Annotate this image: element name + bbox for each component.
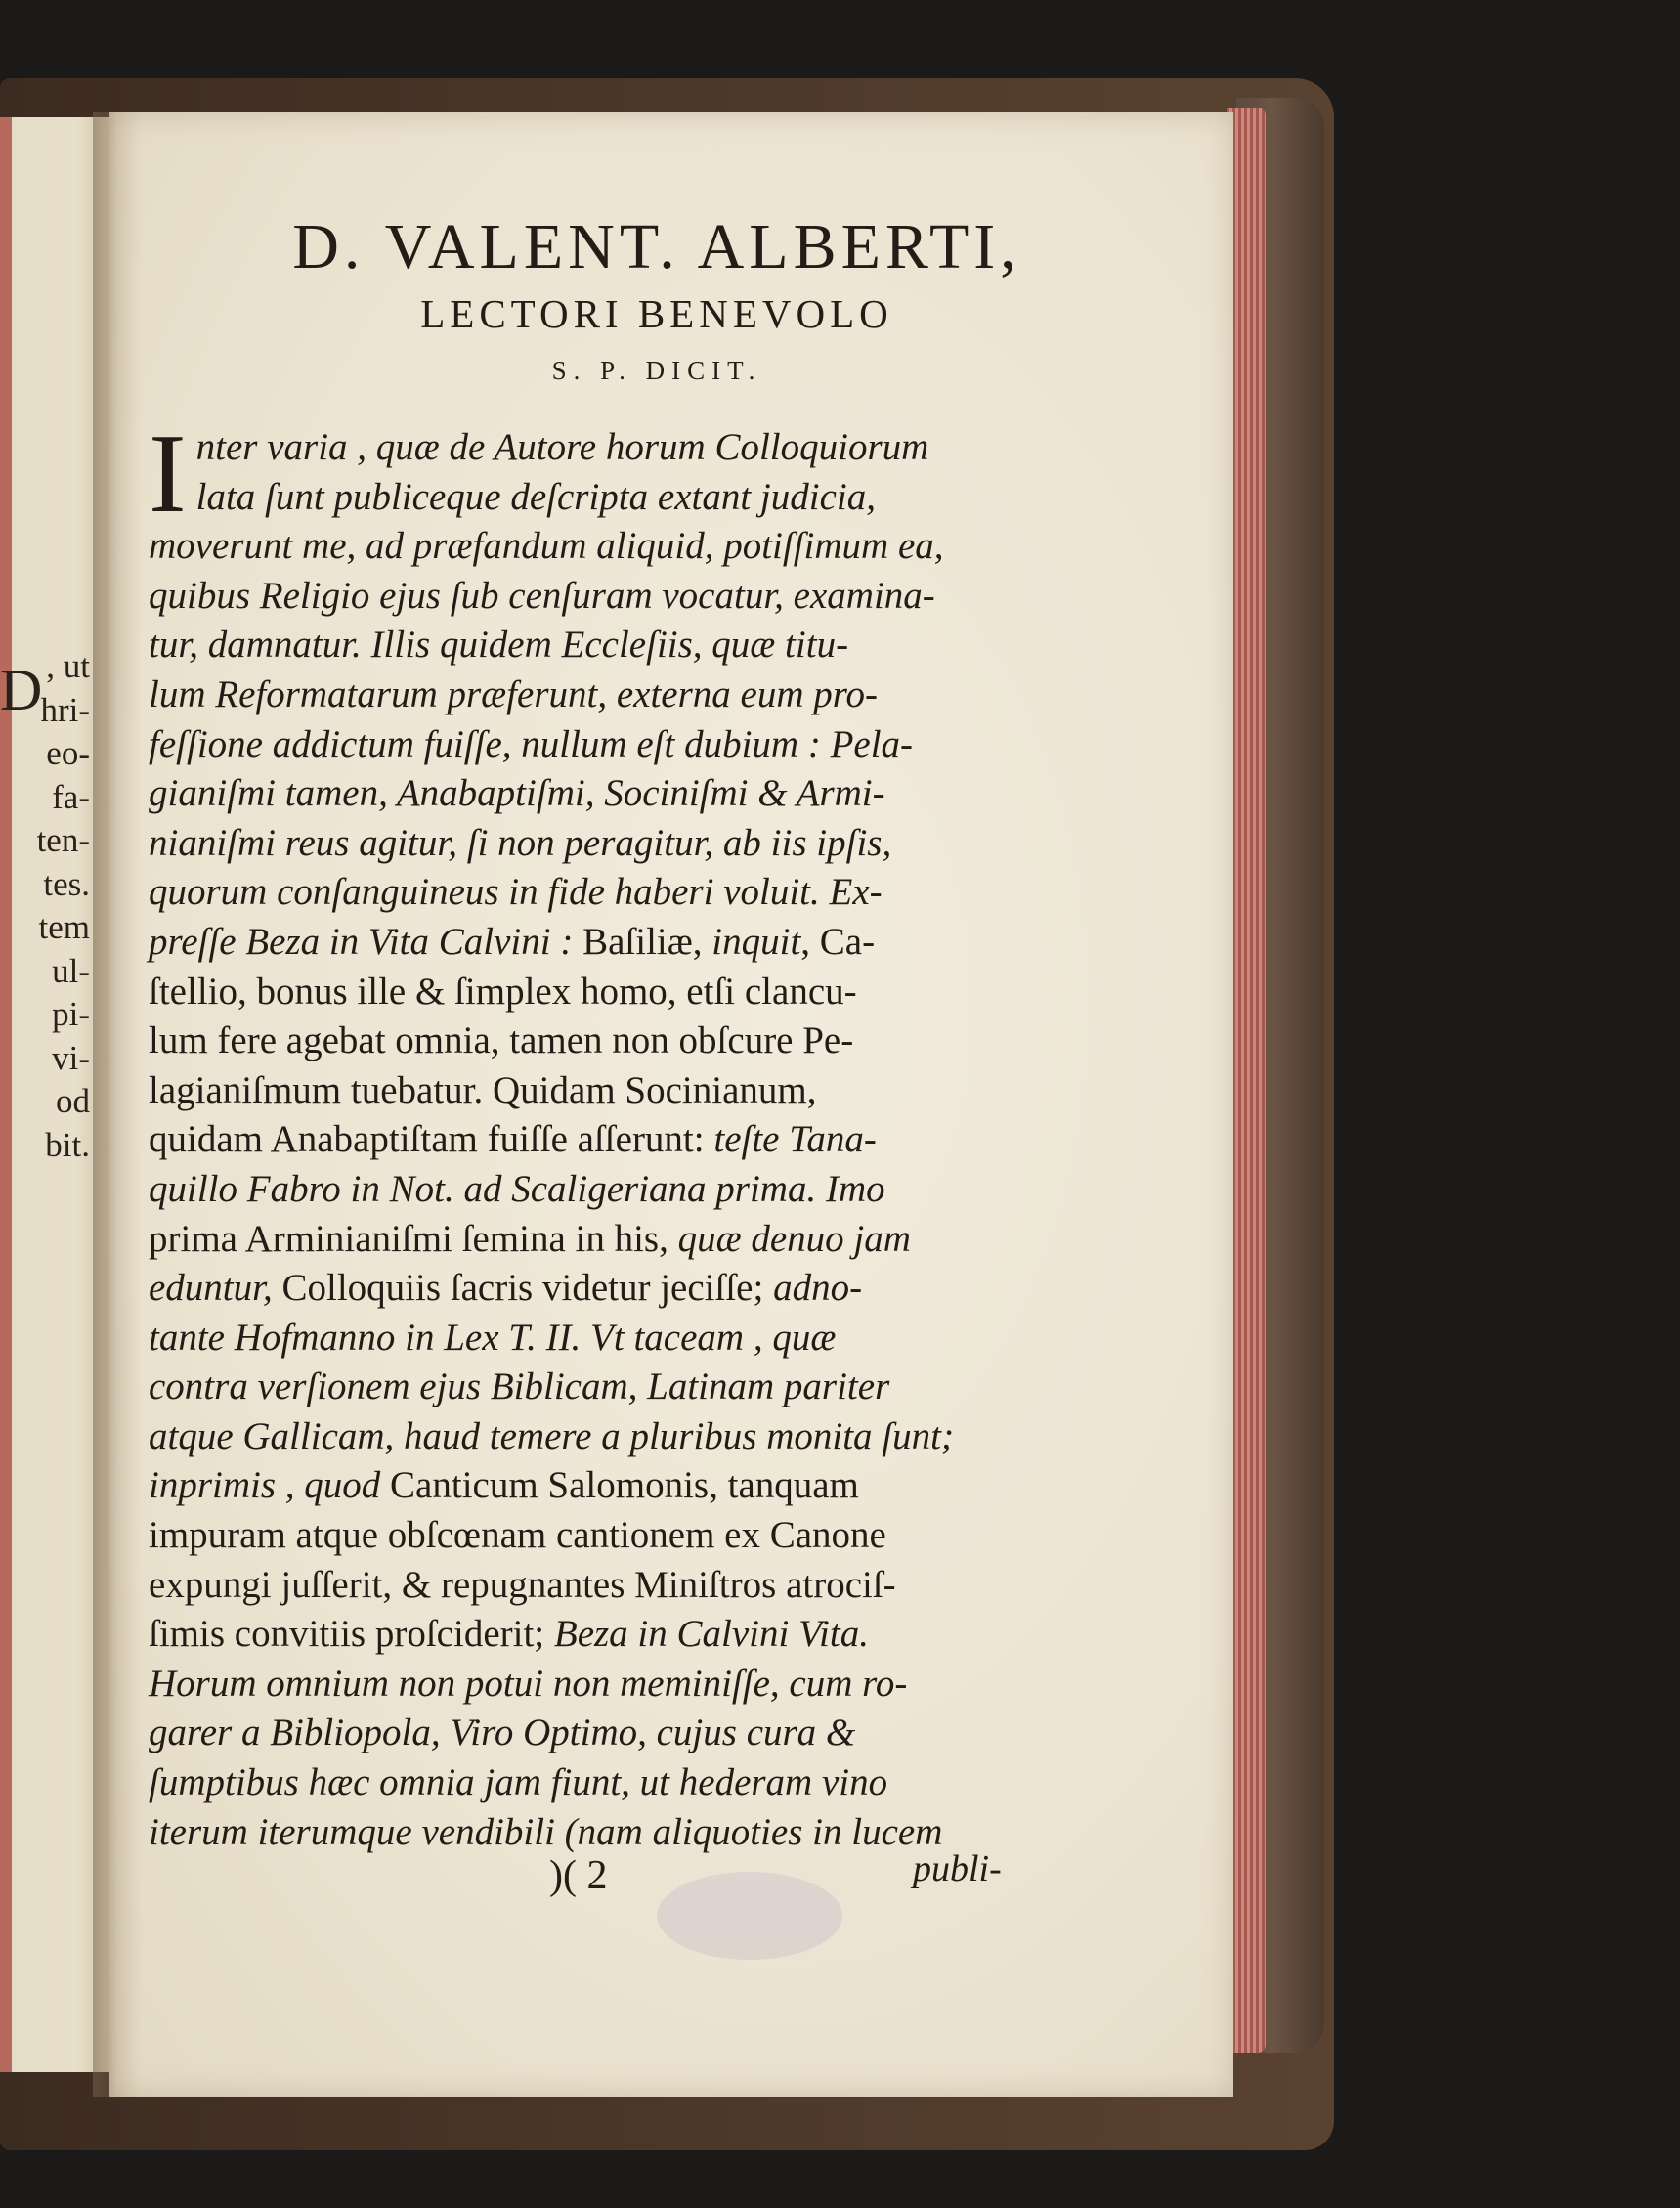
left-fragment: hri-	[40, 690, 90, 729]
text-segment: feſſione addictum fuiſſe, nullum eſt dubium : Pela-	[149, 722, 914, 765]
text-line	[149, 1610, 1126, 1660]
left-fragment: vi-	[52, 1038, 90, 1077]
text-segment: prima Arminianiſmi ſemina in his,	[149, 1217, 678, 1260]
text-line	[149, 1412, 1126, 1462]
left-page-text-fragments	[0, 645, 98, 1167]
text-segment: gianiſmi tamen, Anabaptiſmi, Sociniſmi & Armi-	[149, 772, 885, 815]
text-segment: ſtellio, bonus ille & ſimplex homo, etſi clancu-	[149, 970, 857, 1013]
text-segment: tur, damnatur. Illis quidem Eccleſiis, quæ titu-	[149, 624, 849, 667]
text-line	[149, 1017, 1126, 1066]
text-segment: lata ſunt publiceque deſcripta extant judicia,	[195, 475, 876, 518]
gutter-shadow	[93, 112, 142, 2097]
page-salutation: S. P. DICIT.	[551, 356, 762, 385]
text-line	[149, 522, 1126, 572]
text-line	[149, 868, 1126, 918]
text-line	[149, 1660, 1126, 1710]
text-line	[149, 1066, 1126, 1116]
text-segment: lagianiſmum tuebatur. Quidam Socinianum,	[149, 1068, 817, 1111]
text-segment: impuram atque obſcœnam cantionem ex Canone	[149, 1514, 886, 1557]
left-fragment: ul-	[52, 951, 90, 990]
text-line	[149, 1115, 1126, 1165]
text-segment: inprimis , quod	[149, 1464, 391, 1507]
text-line	[149, 1511, 1126, 1561]
text-segment: garer a Bibliopola, Viro Optimo, cujus cura &	[149, 1711, 856, 1754]
text-line	[149, 1461, 1126, 1511]
text-line	[149, 1264, 1126, 1314]
text-segment: lum fere agebat omnia, tamen non obſcure Pe-	[149, 1019, 854, 1062]
text-segment: expungi juſſerit, & repugnantes Miniſtros atrociſ-	[149, 1563, 896, 1606]
text-segment: Beza in Calvini Vita.	[553, 1613, 869, 1656]
left-fragment: fa-	[52, 777, 90, 816]
text-segment: quillo Fabro in Not. ad Scaligeriana prima. Imo	[149, 1167, 885, 1210]
left-page-large-letter: D	[0, 658, 43, 722]
text-segment: Canticum Salomonis, tanquam	[390, 1464, 859, 1507]
text-line	[149, 1363, 1126, 1412]
text-line	[149, 720, 1126, 770]
catchword: publi-	[913, 1848, 1002, 1889]
text-segment: Baſiliæ,	[582, 920, 712, 963]
left-fragment: , ut	[46, 647, 90, 685]
text-segment: quorum conſanguineus in fide haberi voluit. Ex-	[149, 871, 883, 914]
text-segment: inquit	[711, 920, 801, 963]
text-line	[149, 671, 1126, 720]
text-segment: nter varia , quæ de Autore horum Colloquiorum	[195, 426, 929, 468]
right-page	[109, 112, 1233, 2097]
text-segment: atque Gallicam, haud temere a pluribus monita ſunt;	[149, 1414, 954, 1457]
text-segment: quibus Religio ejus ſub cenſuram vocatur, examina-	[149, 574, 935, 617]
text-line	[149, 473, 1126, 523]
text-line	[149, 1561, 1126, 1611]
text-segment: nianiſmi reus agitur, ſi non peragitur, ab iis ipſis,	[149, 821, 892, 864]
body-text	[149, 411, 1126, 1857]
text-line	[149, 621, 1126, 671]
text-segment: eduntur,	[149, 1267, 282, 1310]
left-fragment: tem	[38, 908, 90, 946]
text-segment: preſſe Beza in Vita Calvini :	[149, 920, 583, 963]
text-segment: moverunt me, ad præfandum aliquid, potiſſimum ea,	[149, 525, 944, 568]
left-fragment: od	[56, 1082, 90, 1120]
text-line	[149, 1165, 1126, 1215]
text-line	[149, 1215, 1126, 1265]
text-segment: lum Reformatarum præferunt, externa eum pro-	[149, 672, 878, 715]
text-line	[149, 423, 1126, 473]
text-line	[149, 918, 1126, 968]
text-line	[149, 1709, 1126, 1758]
text-segment: adno-	[773, 1267, 863, 1310]
text-segment: Colloquiis ſacris videtur jeciſſe;	[281, 1267, 774, 1310]
left-fragment: tes.	[43, 864, 90, 903]
text-segment: ſumptibus hæc omnia jam fiunt, ut hederam vino	[149, 1761, 888, 1804]
text-line	[149, 1758, 1126, 1808]
text-line	[149, 1314, 1126, 1364]
page-subtitle: LECTORI BENEVOLO	[420, 291, 893, 336]
left-fragment: ten-	[36, 821, 90, 859]
text-segment: quidam Anabaptiſtam fuiſſe aſſerunt:	[149, 1118, 714, 1161]
library-stamp	[657, 1872, 842, 1960]
text-segment: ſimis convitiis proſciderit;	[149, 1613, 554, 1656]
text-line	[149, 968, 1126, 1017]
text-line	[149, 819, 1126, 869]
page-title: D. VALENT. ALBERTI,	[292, 211, 1021, 282]
left-fragment: eo-	[46, 734, 90, 772]
text-segment: teſte Tana-	[713, 1118, 877, 1161]
left-fragment: bit.	[45, 1125, 90, 1164]
drop-cap: I	[149, 411, 187, 537]
text-line	[149, 769, 1126, 819]
text-line	[149, 572, 1126, 622]
signature-mark: )( 2	[549, 1853, 608, 1898]
text-segment: contra verſionem ejus Biblicam, Latinam pariter	[149, 1365, 890, 1408]
text-segment: iterum iterumque vendibili (nam aliquoties in lucem	[149, 1810, 943, 1853]
text-segment: quæ denuo jam	[677, 1217, 911, 1260]
left-fragment: pi-	[52, 995, 90, 1033]
text-segment: , Ca-	[800, 920, 876, 963]
text-segment: Horum omnium non potui non meminiſſe, cum ro-	[149, 1662, 908, 1705]
text-segment: tante Hofmanno in Lex T. II. Vt taceam , quæ	[149, 1316, 837, 1359]
